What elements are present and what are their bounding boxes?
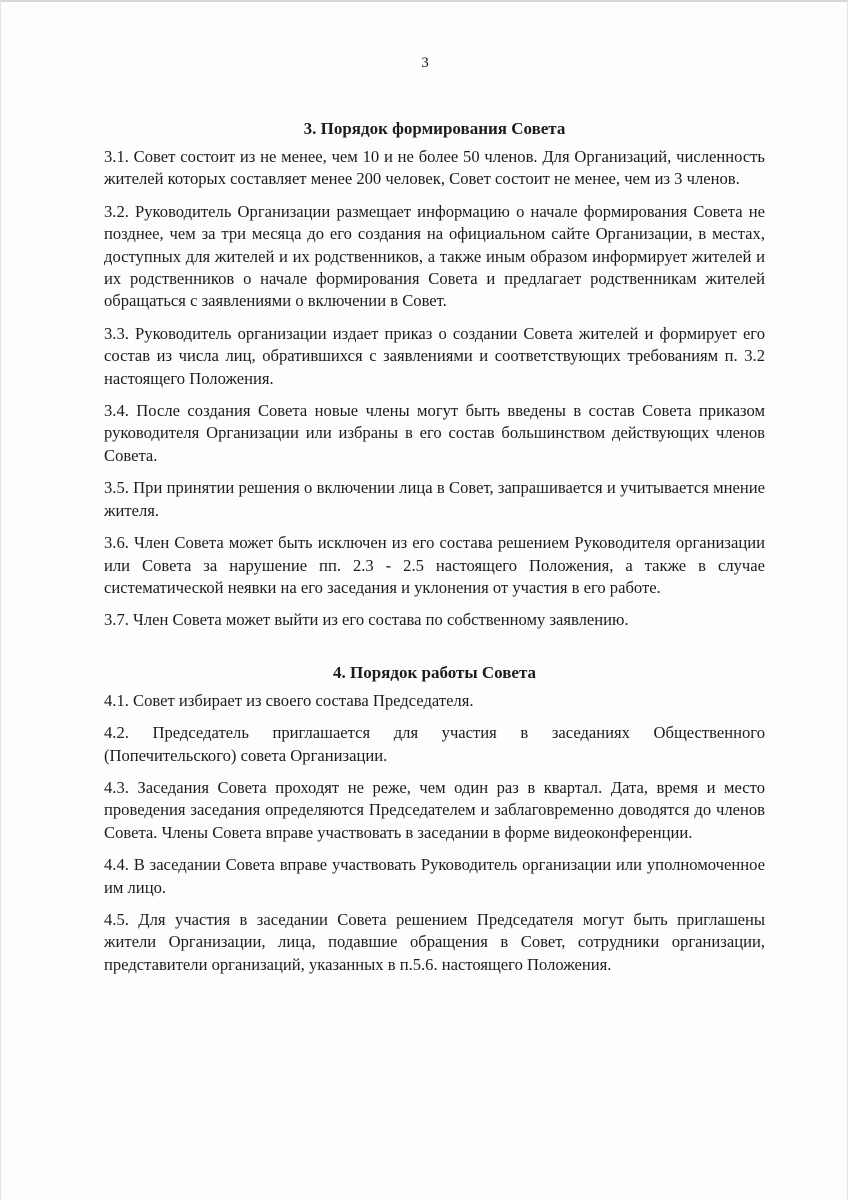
paragraph-3-7: 3.7. Член Совета может выйти из его состава по собственному заявлению.: [104, 610, 629, 630]
paragraph-3-3: 3.3. Руководитель организации издает приказ о создании Совета жителей и формирует его состав из числа лиц, обратившихся с заявлениями и соответствующих требованиям п. 3.2 настоящего Положения.: [104, 323, 765, 388]
paragraph-4-2: 4.2. Председатель приглашается для участия в заседаниях Общественного (Попечительского) совета Организации.: [104, 723, 765, 765]
paragraph-3-1: 3.1. Совет состоит из не менее, чем 10 и не более 50 членов. Для Организаций, численность жителей которых составляет менее 200 человек, Совет состоит не менее, чем из 3 членов.: [104, 147, 765, 189]
page-number: 3: [421, 55, 429, 71]
paragraph-4-5: 4.5. Для участия в заседании Совета решением Председателя могут быть приглашены жители Организации, лица, подавшие обращения в Совет, сотрудники организации, представители организаций, указанных в п.5.6. настоящего Положения.: [104, 909, 765, 974]
paragraph-3-5: 3.5. При принятии решения о включении лица в Совет, запрашивается и учитывается мнение жителя.: [104, 478, 765, 520]
paragraph-4-4: 4.4. В заседании Совета вправе участвовать Руководитель организации или уполномоченное им лицо.: [104, 855, 765, 897]
section-3: [104, 118, 765, 632]
paragraph-3-2: 3.2. Руководитель Организации размещает информацию о начале формирования Совета не позднее, чем за три месяца до его создания на официальном сайте Организации, в местах, доступных для жителей и их родственников, а также иным образом информирует жителей и их родственников о начале формирования Совета и предлагает родственникам жителей обращаться с заявлениями о включении в Совет.: [104, 201, 765, 311]
paragraph-4-3: 4.3. Заседания Совета проходят не реже, чем один раз в квартал. Дата, время и место проведения заседания определяются Председателем и заблаговременно доводятся до членов Совета. Члены Совета вправе участвовать в заседании в форме видеоконференции.: [104, 777, 765, 842]
paragraph-4-1: 4.1. Совет избирает из своего состава Председателя.: [104, 690, 474, 710]
paragraph-3-6: 3.6. Член Совета может быть исключен из его состава решением Руководителя организации или Совета за нарушение пп. 2.3 - 2.5 настоящего Положения, а также в случае систематической неявки на его заседания и уклонения от участия в его работе.: [104, 533, 765, 597]
page-content: [104, 118, 765, 986]
section-4: [104, 662, 765, 976]
section-heading: 3. Порядок формирования Совета: [303, 119, 566, 138]
paragraph-3-4: 3.4. После создания Совета новые члены могут быть введены в состав Совета приказом руководителя Организации или избраны в его состав большинством действующих членов Совета.: [104, 401, 765, 465]
section-heading: 4. Порядок работы Совета: [332, 662, 537, 682]
